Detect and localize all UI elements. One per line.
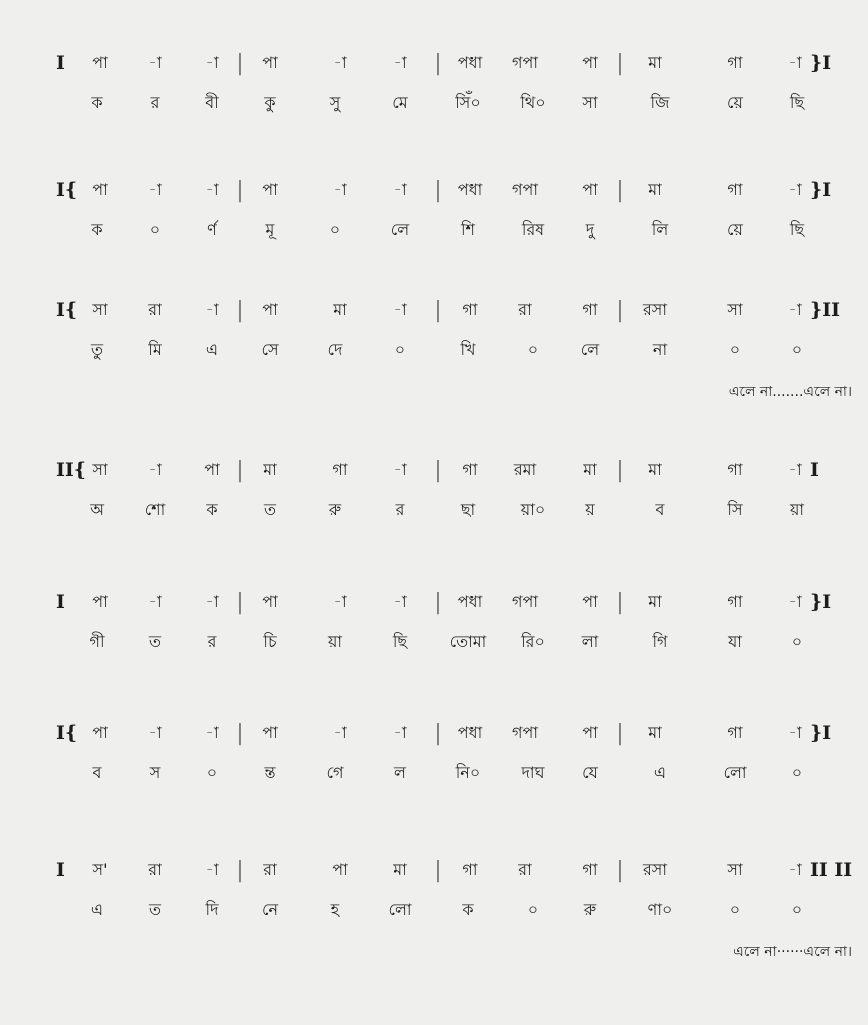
refrain-text: এলে না······এলে না। (733, 944, 852, 960)
end-mark: I (810, 459, 819, 481)
lyric-syllable: ০ (149, 219, 161, 239)
swara-line (0, 455, 868, 485)
swara-note: -া (148, 179, 162, 199)
start-mark: I{ (56, 722, 78, 744)
swara-note: -া (393, 52, 407, 72)
lyric-syllable: ক (91, 219, 103, 239)
swara-note: মা (583, 459, 597, 479)
swara-note: পা (262, 591, 278, 611)
lyric-syllable: ক (462, 899, 474, 919)
swara-note: -া (333, 591, 347, 611)
start-mark: I{ (56, 179, 78, 201)
swara-line (0, 295, 868, 325)
swara-line (0, 718, 868, 748)
swara-note: -া (788, 52, 802, 72)
swara-note: রা (518, 299, 532, 319)
swara-note: গা (582, 299, 598, 319)
swara-note: -া (393, 179, 407, 199)
swara-note: গপা (512, 179, 538, 199)
swara-note: সা (92, 459, 108, 479)
lyric-syllable: দু (585, 219, 595, 239)
start-mark: I (56, 859, 65, 881)
swara-note: মা (648, 179, 662, 199)
bar-line: | (616, 297, 624, 323)
swara-note: মা (648, 591, 662, 611)
swara-note: -া (788, 722, 802, 742)
swara-note: -া (393, 459, 407, 479)
lyric-syllable: এ (90, 899, 104, 919)
swara-note: মা (648, 722, 662, 742)
lyric-syllable: দি (205, 899, 219, 919)
swara-note: পা (582, 179, 598, 199)
swara-note: মা (393, 859, 407, 879)
end-mark: }I (810, 722, 832, 744)
bar-line: | (434, 50, 442, 76)
swara-note: পা (262, 299, 278, 319)
swara-note: মা (263, 459, 277, 479)
swara-note: গা (462, 859, 478, 879)
lyric-syllable: য়া০ (520, 499, 546, 519)
swara-note: -া (333, 179, 347, 199)
swara-note: -া (393, 299, 407, 319)
refrain-line (0, 937, 868, 967)
swara-note: গপা (512, 591, 538, 611)
swara-note: -া (788, 591, 802, 611)
lyric-syllable: ০ (729, 339, 741, 359)
lyric-syllable: তোমা (449, 631, 487, 651)
swara-note: সা (727, 299, 743, 319)
swara-note: পা (262, 722, 278, 742)
swara-note: গা (727, 52, 743, 72)
lyric-syllable: র (150, 92, 160, 112)
refrain-line (0, 377, 868, 407)
lyric-syllable: সু (329, 92, 341, 112)
swara-note: পা (92, 591, 108, 611)
swara-note: -া (148, 52, 162, 72)
lyric-syllable: ০ (729, 899, 741, 919)
lyric-syllable: এ (653, 762, 667, 782)
lyric-syllable: মি (148, 339, 162, 359)
lyric-syllable: ছি (392, 631, 408, 651)
lyric-syllable: ০ (791, 899, 803, 919)
swara-note: পা (582, 722, 598, 742)
swara-note: -া (148, 459, 162, 479)
swara-note: গা (582, 859, 598, 879)
bar-line: | (236, 297, 244, 323)
lyric-syllable: য়ে (727, 219, 743, 239)
lyric-syllable: ত (148, 631, 162, 651)
bar-line: | (236, 589, 244, 615)
lyric-line (0, 215, 868, 245)
start-mark: II{ (56, 459, 86, 481)
swara-note: পধা (457, 52, 483, 72)
swara-note: মা (648, 459, 662, 479)
swara-note: গা (727, 591, 743, 611)
swara-note: মা (648, 52, 662, 72)
bar-line: | (434, 857, 442, 883)
swara-line (0, 175, 868, 205)
swara-note: পা (582, 591, 598, 611)
bar-line: | (434, 457, 442, 483)
lyric-syllable: রি০ (521, 631, 545, 651)
lyric-syllable: শি (460, 219, 476, 239)
lyric-syllable: সা (582, 92, 598, 112)
lyric-syllable: ত (263, 499, 277, 519)
swara-note: সা (727, 859, 743, 879)
lyric-syllable: লে (390, 219, 410, 239)
lyric-syllable: গি (652, 631, 668, 651)
lyric-syllable: ব (655, 499, 665, 519)
lyric-syllable: ছা (460, 499, 476, 519)
swara-note: পা (582, 52, 598, 72)
lyric-syllable: ০ (791, 762, 803, 782)
lyric-syllable: ০ (527, 339, 539, 359)
lyric-line (0, 88, 868, 118)
swara-note: -া (205, 591, 219, 611)
end-mark: }I (810, 179, 832, 201)
bar-line: | (616, 589, 624, 615)
end-mark: }II (810, 299, 840, 321)
bar-line: | (236, 457, 244, 483)
lyric-syllable: জি (650, 92, 670, 112)
lyric-syllable: এ (205, 339, 219, 359)
start-mark: I (56, 591, 65, 613)
swara-note: পা (204, 459, 220, 479)
lyric-syllable: সি (727, 499, 743, 519)
bar-line: | (236, 720, 244, 746)
swara-note: -া (205, 859, 219, 879)
bar-line: | (434, 297, 442, 323)
start-mark: I (56, 52, 65, 74)
lyric-syllable: লে (580, 339, 600, 359)
bar-line: | (236, 857, 244, 883)
lyric-syllable: সে (261, 339, 279, 359)
swara-note: -া (148, 591, 162, 611)
lyric-syllable: ছি (789, 92, 805, 112)
lyric-syllable: ০ (791, 339, 803, 359)
swara-note: -া (148, 722, 162, 742)
swara-note: -া (205, 722, 219, 742)
swara-note: পা (262, 179, 278, 199)
swara-note: রা (263, 859, 277, 879)
lyric-syllable: তু (90, 339, 104, 359)
lyric-syllable: ন্ত (264, 762, 276, 782)
swara-note: গা (727, 179, 743, 199)
lyric-syllable: র্ণ (207, 219, 217, 239)
bar-line: | (616, 457, 624, 483)
swara-note: পধা (457, 179, 483, 199)
lyric-syllable: যা (728, 631, 742, 651)
swara-note: -া (333, 722, 347, 742)
lyric-syllable: ল (394, 762, 406, 782)
bar-line: | (434, 177, 442, 203)
bar-line: | (434, 720, 442, 746)
swara-note: রা (148, 299, 162, 319)
bar-line: | (616, 177, 624, 203)
swara-line (0, 48, 868, 78)
swara-note: -া (788, 299, 802, 319)
lyric-syllable: য়ে (727, 92, 743, 112)
swara-note: রা (518, 859, 532, 879)
bar-line: | (616, 50, 624, 76)
swara-line (0, 587, 868, 617)
swara-note: সা (92, 299, 108, 319)
lyric-syllable: রিষ (521, 219, 545, 239)
lyric-line (0, 895, 868, 925)
lyric-syllable: ক (91, 92, 103, 112)
lyric-syllable: য়া (327, 631, 343, 651)
swara-note: পা (332, 859, 348, 879)
lyric-syllable: হ (330, 899, 340, 919)
swara-note: পা (92, 52, 108, 72)
lyric-line (0, 335, 868, 365)
lyric-syllable: চি (263, 631, 277, 651)
lyric-syllable: মূ (265, 219, 275, 239)
swara-note: গপা (512, 52, 538, 72)
bar-line: | (616, 720, 624, 746)
lyric-syllable: দে (327, 339, 343, 359)
lyric-syllable: ০ (206, 762, 218, 782)
lyric-syllable: নে (261, 899, 279, 919)
bar-line: | (434, 589, 442, 615)
lyric-syllable: লি (651, 219, 669, 239)
lyric-syllable: শো (144, 499, 166, 519)
start-mark: I{ (56, 299, 78, 321)
swara-note: স' (92, 859, 108, 879)
lyric-syllable: ০ (527, 899, 539, 919)
lyric-syllable: ণা০ (647, 899, 673, 919)
swara-note: -া (393, 722, 407, 742)
swara-note: পধা (457, 722, 483, 742)
lyric-syllable: য়া (789, 499, 805, 519)
lyric-syllable: গী (89, 631, 105, 651)
lyric-syllable: কু (264, 92, 276, 112)
swara-note: -া (788, 859, 802, 879)
swara-note: -া (393, 591, 407, 611)
lyric-line (0, 758, 868, 788)
lyric-line (0, 495, 868, 525)
end-mark: II II (810, 859, 853, 881)
lyric-syllable: ০ (329, 219, 341, 239)
lyric-syllable: সিঁ০ (455, 92, 481, 112)
swara-note: রমা (513, 459, 537, 479)
swara-note: পধা (457, 591, 483, 611)
swara-note: -া (788, 459, 802, 479)
refrain-text: এলে না.......এলে না। (728, 384, 852, 400)
lyric-syllable: ত (148, 899, 162, 919)
swara-note: গা (727, 459, 743, 479)
swara-note: মা (333, 299, 347, 319)
lyric-syllable: ০ (791, 631, 803, 651)
lyric-syllable: নি০ (455, 762, 481, 782)
lyric-syllable: লা (581, 631, 599, 651)
lyric-syllable: না (652, 339, 668, 359)
lyric-syllable: ছি (789, 219, 805, 239)
swara-note: গা (727, 722, 743, 742)
swara-note: গা (462, 299, 478, 319)
end-mark: }I (810, 591, 832, 613)
lyric-syllable: যে (582, 762, 598, 782)
lyric-syllable: গে (326, 762, 344, 782)
lyric-syllable: ক (206, 499, 218, 519)
swara-note: রসা (642, 299, 668, 319)
lyric-syllable: অ (90, 499, 104, 519)
bar-line: | (616, 857, 624, 883)
swara-note: -া (333, 52, 347, 72)
lyric-syllable: স (149, 762, 161, 782)
lyric-syllable: থি০ (520, 92, 546, 112)
lyric-syllable: লো (388, 899, 412, 919)
swara-note: গপা (512, 722, 538, 742)
lyric-syllable: বী (205, 92, 219, 112)
swara-note: -া (205, 52, 219, 72)
lyric-syllable: খি (460, 339, 476, 359)
lyric-syllable: ০ (394, 339, 406, 359)
lyric-line (0, 627, 868, 657)
swara-note: -া (788, 179, 802, 199)
end-mark: }I (810, 52, 832, 74)
lyric-syllable: দাঘ (521, 762, 545, 782)
swara-note: পা (92, 179, 108, 199)
swara-note: -া (205, 299, 219, 319)
lyric-syllable: লো (723, 762, 747, 782)
lyric-syllable: ব (92, 762, 102, 782)
lyric-syllable: মে (392, 92, 408, 112)
swara-note: পা (262, 52, 278, 72)
lyric-syllable: র (207, 631, 217, 651)
lyric-syllable: র (395, 499, 405, 519)
swara-note: গা (332, 459, 348, 479)
swara-note: পা (92, 722, 108, 742)
lyric-syllable: রু (583, 899, 597, 919)
swara-note: -া (205, 179, 219, 199)
swara-note: রা (148, 859, 162, 879)
swara-note: গা (462, 459, 478, 479)
bar-line: | (236, 50, 244, 76)
bar-line: | (236, 177, 244, 203)
swara-line (0, 855, 868, 885)
lyric-syllable: য় (585, 499, 595, 519)
swara-note: রসা (642, 859, 668, 879)
lyric-syllable: রু (328, 499, 342, 519)
